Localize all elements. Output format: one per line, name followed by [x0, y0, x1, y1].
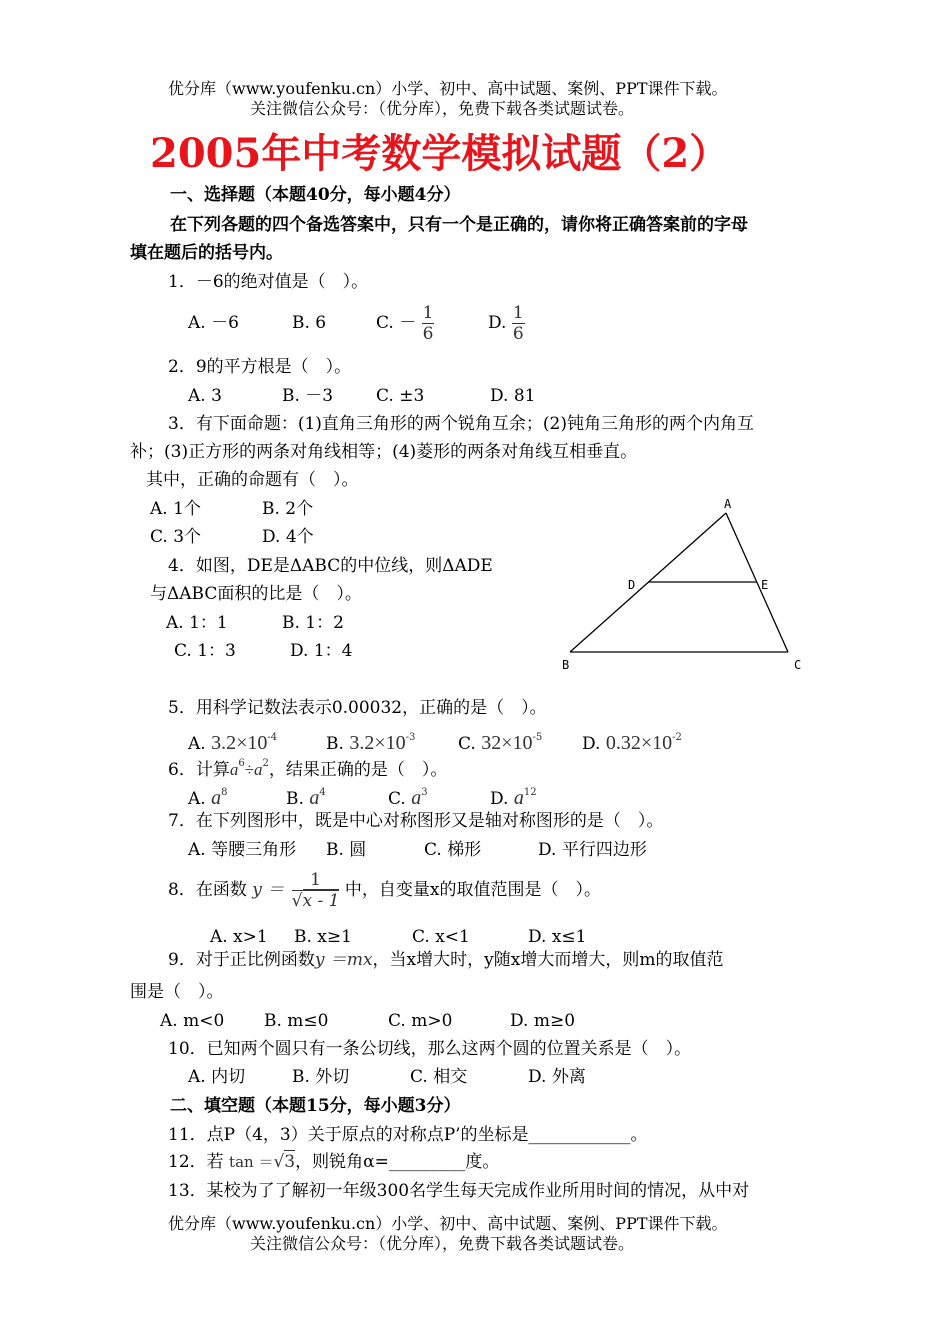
- vertex-label-a: A: [724, 497, 732, 511]
- q2-option-c: C. ±3: [376, 386, 425, 406]
- point-label-d: D: [628, 578, 636, 592]
- q8-stem: 8．在函数 y ＝ $\frac{1}{√x - 1}$ 中，自变量x的取值范围是（ ）。: [168, 870, 601, 911]
- q7-stem: 7．在下列图形中，既是中心对称图形又是轴对称图形的是（ ）。: [168, 811, 664, 831]
- q3-option-b: B. 2个: [262, 499, 314, 519]
- section-1-instruction-1: 在下列各题的四个备选答案中，只有一个是正确的，请你将正确答案前的字母: [170, 215, 748, 235]
- q9-line-2: 围是（ ）。: [130, 982, 224, 1002]
- q8-option-c: C. x<1: [412, 927, 470, 947]
- q9-option-b: B. m≤0: [264, 1011, 329, 1031]
- q8-option-a: A. x>1: [210, 927, 268, 947]
- q4-option-c: C. 1：3: [174, 641, 236, 661]
- q4-option-d: D. 1：4: [290, 641, 353, 661]
- q5-option-b: B. $3.2\times 10^{-3}$: [326, 732, 416, 754]
- q10-option-b: B. 外切: [292, 1067, 350, 1087]
- q3-option-d: D. 4个: [262, 527, 314, 547]
- q1-option-d: D. $\frac{1}{6}$: [488, 303, 524, 344]
- triangle-figure: [550, 492, 820, 682]
- q9-option-a: A. m<0: [160, 1011, 225, 1031]
- q1-c-denominator: 6: [422, 324, 434, 344]
- page-title: 2005年中考数学模拟试题（2）: [150, 130, 730, 177]
- q5-option-c: C. $32\times 10^{-5}$: [458, 732, 543, 754]
- q5-option-a: A. $3.2\times 10^{-4}$: [188, 732, 278, 754]
- q8-option-b: B. x≥1: [294, 927, 352, 947]
- section-1-heading: 一、选择题（本题40分，每小题4分）: [170, 185, 461, 205]
- section-1-instruction-2: 填在题后的括号内。: [130, 243, 283, 263]
- q2-option-b: B. －3: [282, 386, 334, 406]
- q10-option-d: D. 外离: [528, 1067, 586, 1087]
- q13-line-1: 13．某校为了了解初一年级300名学生每天完成作业所用时间的情况，从中对: [168, 1181, 750, 1201]
- q10-option-c: C. 相交: [410, 1067, 468, 1087]
- q9-option-c: C. m>0: [388, 1011, 453, 1031]
- q1-option-a: A. －6: [188, 313, 239, 333]
- q3-line-2: 补；(3)正方形的两条对角线相等；(4)菱形的两条对角线互相垂直。: [130, 442, 638, 462]
- point-label-e: E: [761, 578, 769, 592]
- vertex-label-b: B: [562, 658, 570, 672]
- q3-option-a: A. 1个: [150, 499, 201, 519]
- q4-line-1: 4．如图，DE是ΔABC的中位线，则ΔADE: [168, 556, 493, 576]
- vertex-label-c: C: [794, 658, 802, 672]
- q4-line-2: 与ΔABC面积的比是（ ）。: [150, 584, 362, 604]
- q1-d-numerator: 1: [512, 303, 524, 323]
- q3-line-1: 3．有下面命题：(1)直角三角形的两个锐角互余；(2)钝角三角形的两个内角互: [168, 414, 754, 434]
- q6-option-a: A. $a^8$: [188, 787, 228, 809]
- q10-stem: 10．已知两个圆只有一条公切线，那么这两个圆的位置关系是（ ）。: [168, 1039, 692, 1059]
- q3-line-3: 其中，正确的命题有（ ）。: [146, 470, 359, 490]
- q9-option-d: D. m≥0: [510, 1011, 576, 1031]
- q5-option-d: D. $0.32\times 10^{-2}$: [582, 732, 682, 754]
- q6-stem: 6．计算$a^6\div a^2$，结果正确的是（ ）。: [168, 758, 448, 780]
- q1-c-numerator: 1: [422, 303, 434, 323]
- q7-option-a: A. 等腰三角形: [188, 840, 297, 860]
- q6-option-d: D. $a^{12}$: [490, 787, 537, 809]
- q5-stem: 5．用科学记数法表示0.00032，正确的是（ ）。: [168, 698, 547, 718]
- q11-stem: 11．点P（4，3）关于原点的对称点P’的坐标是____________。: [168, 1125, 648, 1145]
- q4-option-a: A. 1：1: [166, 613, 228, 633]
- q6-option-b: B. $a^4$: [286, 787, 326, 809]
- q3-option-c: C. 3个: [150, 527, 202, 547]
- q8-numerator: 1: [292, 870, 340, 891]
- q6-option-c: C. $a^3$: [388, 787, 428, 809]
- q2-option-d: D. 81: [490, 386, 536, 406]
- q7-option-d: D. 平行四边形: [538, 840, 647, 860]
- q10-option-a: A. 内切: [188, 1067, 246, 1087]
- q12-stem: 12．若 tan ＝√3，则锐角α=_________度。: [168, 1152, 500, 1172]
- section-2-heading: 二、填空题（本题15分，每小题3分）: [170, 1096, 461, 1116]
- q4-option-b: B. 1：2: [282, 613, 344, 633]
- q1-option-c: C. － $\frac{1}{6}$: [376, 303, 434, 344]
- header-line-2: 关注微信公众号：（优分库），免费下载各类试题试卷。: [250, 99, 635, 118]
- q7-option-b: B. 圆: [326, 840, 367, 860]
- header-line-1: 优分库（www.youfenku.cn）小学、初中、高中试题、案例、PPT课件下载。: [168, 79, 728, 98]
- q7-option-c: C. 梯形: [424, 840, 482, 860]
- q1-d-denominator: 6: [512, 324, 524, 344]
- q2-option-a: A. 3: [188, 386, 222, 406]
- q2-stem: 2．9的平方根是（ ）。: [168, 357, 352, 377]
- q1-stem: 1．－6的绝对值是（ ）。: [168, 272, 369, 292]
- q8-option-d: D. x≤1: [528, 927, 587, 947]
- footer-line-2: 关注微信公众号：（优分库），免费下载各类试题试卷。: [250, 1234, 635, 1253]
- footer-line-1: 优分库（www.youfenku.cn）小学、初中、高中试题、案例、PPT课件下载。: [168, 1214, 728, 1233]
- q8-denominator: √x - 1: [291, 891, 340, 911]
- q1-option-b: B. 6: [292, 313, 327, 333]
- q9-line-1: 9．对于正比例函数y ＝mx，当x增大时，y随x增大而增大，则m的取值范: [168, 950, 724, 970]
